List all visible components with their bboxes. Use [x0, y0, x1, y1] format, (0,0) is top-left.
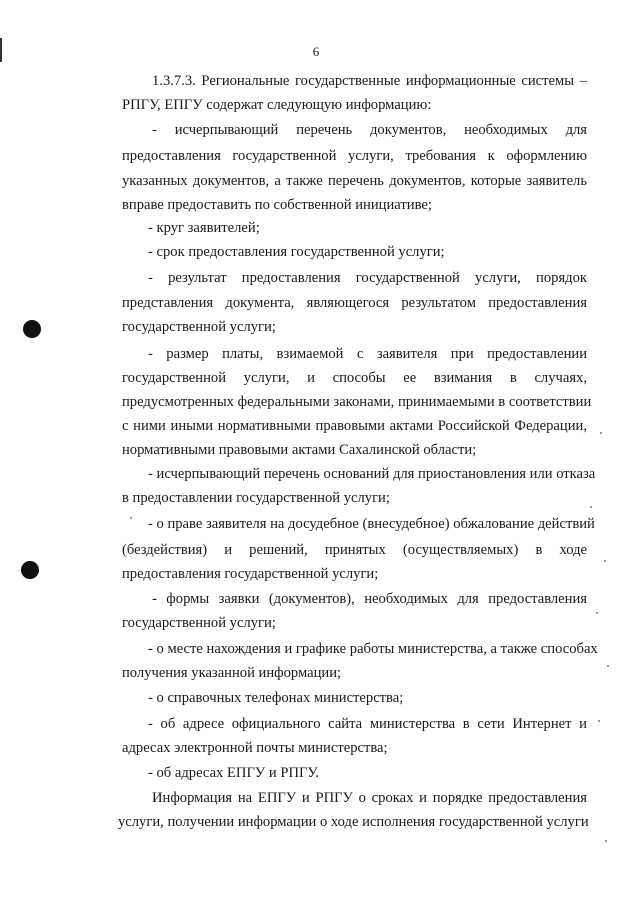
text-line: государственной услуги; — [122, 615, 276, 631]
text-line: - об адресе официального сайта министерства в сети Интернет и — [148, 716, 587, 732]
scan-speck — [130, 517, 132, 519]
text-line: (бездействия) и решений, принятых (осуществляемых) в ходе — [122, 542, 587, 558]
text-line: 1.3.7.3. Региональные государственные информационные системы – — [152, 73, 587, 89]
text-line: - о месте нахождения и графике работы министерства, а также способах — [148, 641, 598, 657]
scan-speck — [590, 506, 592, 508]
text-line: вправе предоставить по собственной инициативе; — [122, 197, 432, 213]
text-line: нормативными правовыми актами Сахалинской области; — [122, 442, 477, 458]
scan-speck — [598, 720, 600, 722]
text-line: предоставления государственной услуги, требования к оформлению — [122, 148, 587, 164]
text-line: - круг заявителей; — [148, 220, 260, 236]
text-line: - о справочных телефонах министерства; — [148, 690, 404, 706]
text-line: - размер платы, взимаемой с заявителя при предоставлении — [148, 346, 587, 362]
text-line: в предоставлении государственной услуги; — [122, 490, 390, 506]
text-line: услуги, получении информации о ходе исполнения государственной услуги — [118, 814, 589, 830]
scan-speck — [607, 665, 609, 667]
text-line: получения указанной информации; — [122, 665, 342, 681]
page-number: 6 — [312, 44, 320, 59]
scan-speck — [604, 560, 606, 562]
punch-hole-bottom — [21, 561, 39, 579]
text-line: - о праве заявителя на досудебное (внесудебное) обжалование действий — [148, 516, 595, 532]
text-line: - об адресах ЕПГУ и РПГУ. — [148, 765, 320, 781]
text-line: - срок предоставления государственной услуги; — [148, 244, 445, 260]
text-line: государственной услуги; — [122, 319, 276, 335]
punch-hole-top — [23, 320, 41, 338]
scan-speck — [605, 840, 607, 842]
text-line: адресах электронной почты министерства; — [122, 740, 388, 756]
scan-speck — [600, 432, 602, 434]
text-line: - исчерпывающий перечень оснований для приостановления или отказа — [148, 466, 596, 482]
text-line: государственной услуги, и способы ее взимания в случаях, — [122, 370, 587, 386]
text-line: - результат предоставления государственной услуги, порядок — [148, 270, 587, 286]
text-line: Информация на ЕПГУ и РПГУ о сроках и порядке предоставления — [152, 790, 587, 806]
text-line: - формы заявки (документов), необходимых для предоставления — [152, 591, 587, 607]
text-line: указанных документов, а также перечень документов, которые заявитель — [122, 173, 587, 189]
scan-speck — [596, 612, 598, 614]
text-line: с ними иными нормативными правовыми актами Российской Федерации, — [122, 418, 587, 434]
text-line: РПГУ, ЕПГУ содержат следующую информацию: — [122, 97, 432, 113]
text-line: представления документа, являющегося результатом предоставления — [122, 295, 587, 311]
text-line: - исчерпывающий перечень документов, необходимых для — [152, 122, 587, 138]
text-line: предоставления государственной услуги; — [122, 566, 379, 582]
text-line: предусмотренных федеральными законами, принимаемыми в соответствии — [122, 394, 592, 410]
